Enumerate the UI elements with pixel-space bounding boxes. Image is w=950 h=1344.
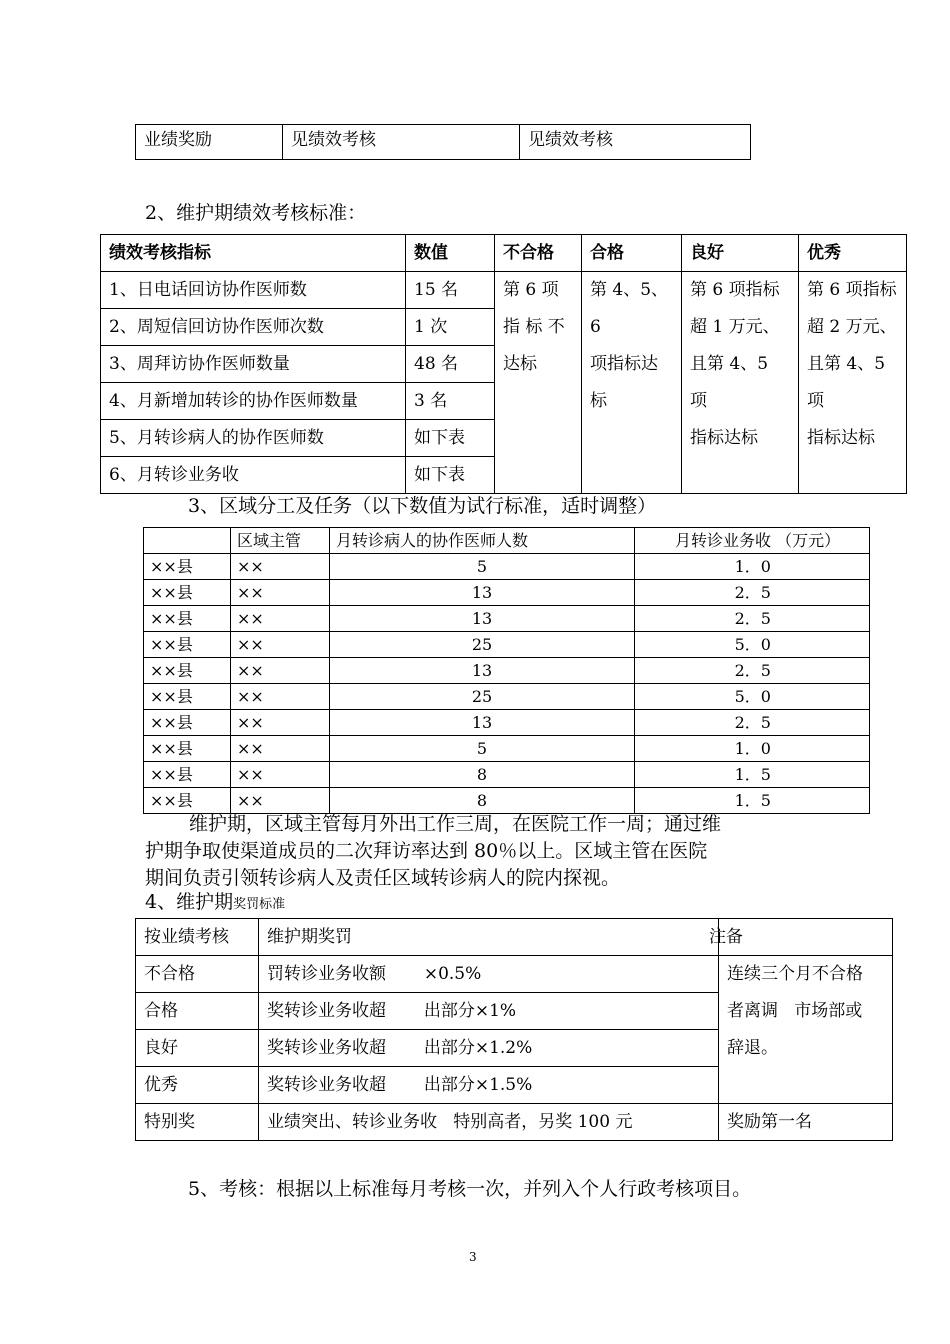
value-cell: 15 名 <box>406 272 495 309</box>
revenue-cell: 1．0 <box>635 554 870 580</box>
table-row <box>136 125 751 160</box>
manager-cell: ×× <box>231 710 330 736</box>
table-row <box>144 554 870 580</box>
grade-cell: 良好 <box>136 1030 259 1067</box>
header-cell: 月转诊业务收 （万元） <box>635 528 870 554</box>
grade-cell: 合格 <box>136 993 259 1030</box>
grade-cell: 不合格 <box>136 956 259 993</box>
page-number: 3 <box>469 1250 477 1264</box>
criteria-line: 指标达标 <box>807 428 875 448</box>
revenue-cell: 2．5 <box>635 710 870 736</box>
note-cell: 奖励第一名 <box>719 1104 893 1141</box>
table-row <box>144 684 870 710</box>
manager-cell: ×× <box>231 658 330 684</box>
manager-cell: ×× <box>231 788 330 814</box>
table-row <box>144 710 870 736</box>
criteria-line: 指 标 不 <box>503 317 565 337</box>
value-cell: 如下表 <box>406 457 495 494</box>
section-5-text: 5、考核：根据以上标准每月考核一次，并列入个人行政考核项目。 <box>188 1178 752 1200</box>
indicator-cell: 3、周拜访协作医师数量 <box>101 346 406 383</box>
criteria-line: 指标达标 <box>690 428 758 448</box>
section-4-heading-main: 4、维护期 <box>145 891 234 913</box>
manager-cell: ×× <box>231 762 330 788</box>
reward-cell: 罚转诊业务收额 ×0.5% <box>259 956 719 993</box>
note-cell <box>719 956 893 1104</box>
value-cell: 如下表 <box>406 420 495 457</box>
manager-cell: ×× <box>231 632 330 658</box>
indicator-cell: 5、月转诊病人的协作医师数 <box>101 420 406 457</box>
doctor-count-cell: 13 <box>330 580 635 606</box>
maintenance-paragraph <box>145 811 825 892</box>
table-row <box>101 272 907 309</box>
table-header-row <box>101 235 907 272</box>
manager-cell: ×× <box>231 684 330 710</box>
header-cell: 优秀 <box>799 235 907 272</box>
revenue-cell: 1．5 <box>635 762 870 788</box>
header-cell: 不合格 <box>495 235 582 272</box>
table-cell: 业绩奖励 <box>136 125 283 160</box>
doctor-count-cell: 8 <box>330 762 635 788</box>
table-header-row <box>136 919 893 956</box>
criteria-line: 超 1 万元、 <box>690 317 780 337</box>
doctor-count-cell: 5 <box>330 554 635 580</box>
good-criteria-cell <box>682 272 799 494</box>
doctor-count-cell: 13 <box>330 710 635 736</box>
revenue-cell: 1．5 <box>635 788 870 814</box>
indicator-cell: 6、月转诊业务收 <box>101 457 406 494</box>
header-cell: 良好 <box>682 235 799 272</box>
table-row <box>136 1104 893 1141</box>
value-cell: 3 名 <box>406 383 495 420</box>
table-row <box>144 580 870 606</box>
header-cell: 数值 <box>406 235 495 272</box>
criteria-line: 第 6 项 <box>503 280 559 300</box>
county-cell: ××县 <box>144 658 231 684</box>
header-cell: 绩效考核指标 <box>101 235 406 272</box>
note-line: 辞退。 <box>727 1038 778 1058</box>
county-cell: ××县 <box>144 632 231 658</box>
header-cell: 合格 <box>582 235 682 272</box>
reward-cell: 奖转诊业务收超 出部分×1% <box>259 993 719 1030</box>
reward-penalty-table <box>135 918 893 1141</box>
paragraph-line: 期间负责引领转诊病人及责任区域转诊病人的院内探视。 <box>145 867 621 889</box>
header-cell <box>144 528 231 554</box>
header-cell <box>709 919 893 956</box>
section-4-heading <box>145 887 285 914</box>
reward-table <box>135 124 751 160</box>
manager-cell: ×× <box>231 606 330 632</box>
note-line: 者离调 市场部或 <box>727 1001 863 1021</box>
doctor-count-cell: 8 <box>330 788 635 814</box>
doctor-count-cell: 13 <box>330 606 635 632</box>
section-4-heading-small: 奖罚标准 <box>233 897 286 912</box>
header-cell: 维护期奖罚 <box>259 919 719 956</box>
fail-criteria-cell <box>495 272 582 494</box>
indicator-cell: 4、月新增加转诊的协作医师数量 <box>101 383 406 420</box>
criteria-line: 第 6 项指标 <box>690 280 780 300</box>
value-cell: 48 名 <box>406 346 495 383</box>
table-row <box>144 788 870 814</box>
section-2-heading: 2、维护期绩效考核标准： <box>145 202 367 224</box>
doctor-count-cell: 5 <box>330 736 635 762</box>
paragraph-line: 维护期，区域主管每月外出工作三周，在医院工作一周；通过维 <box>189 813 722 835</box>
region-task-table <box>143 527 870 814</box>
indicator-cell: 2、周短信回访协作医师次数 <box>101 309 406 346</box>
county-cell: ××县 <box>144 762 231 788</box>
doctor-count-cell: 25 <box>330 684 635 710</box>
excellent-criteria-cell <box>799 272 907 494</box>
table-row <box>144 632 870 658</box>
table-cell: 见绩效考核 <box>520 125 751 160</box>
header-cell: 按业绩考核 <box>136 919 259 956</box>
header-cell: 区域主管 <box>231 528 330 554</box>
grade-cell: 特别奖 <box>136 1104 259 1141</box>
revenue-cell: 1．0 <box>635 736 870 762</box>
criteria-line: 且第 4、5 项 <box>690 354 769 411</box>
table-row <box>144 606 870 632</box>
reward-cell: 业绩突出、转诊业务收 特别高者，另奖 100 元 <box>259 1104 719 1141</box>
revenue-cell: 2．5 <box>635 658 870 684</box>
table-row <box>144 736 870 762</box>
county-cell: ××县 <box>144 554 231 580</box>
table-header-row <box>144 528 870 554</box>
table-row <box>144 762 870 788</box>
reward-cell: 奖转诊业务收超 出部分×1.2% <box>259 1030 719 1067</box>
pass-criteria-cell <box>582 272 682 494</box>
manager-cell: ×× <box>231 554 330 580</box>
reward-cell: 奖转诊业务收超 出部分×1.5% <box>259 1067 719 1104</box>
paragraph-line: 护期争取使渠道成员的二次拜访率达到 80％以上。区域主管在医院 <box>145 840 708 862</box>
header-note-label: 注备 <box>709 927 743 947</box>
criteria-line: 达标 <box>503 354 537 374</box>
value-cell: 1 次 <box>406 309 495 346</box>
revenue-cell: 2．5 <box>635 580 870 606</box>
table-row <box>144 658 870 684</box>
revenue-cell: 2．5 <box>635 606 870 632</box>
criteria-line: 项指标达 <box>590 354 658 374</box>
county-cell: ××县 <box>144 788 231 814</box>
revenue-cell: 5．0 <box>635 632 870 658</box>
county-cell: ××县 <box>144 606 231 632</box>
revenue-cell: 5．0 <box>635 684 870 710</box>
criteria-line: 超 2 万元、 <box>807 317 897 337</box>
performance-standard-table <box>100 234 907 494</box>
county-cell: ××县 <box>144 736 231 762</box>
indicator-cell: 1、日电话回访协作医师数 <box>101 272 406 309</box>
criteria-line: 标 <box>590 391 607 411</box>
criteria-line: 且第 4、5 项 <box>807 354 886 411</box>
doctor-count-cell: 13 <box>330 658 635 684</box>
doctor-count-cell: 25 <box>330 632 635 658</box>
header-cell: 月转诊病人的协作医师人数 <box>330 528 635 554</box>
section-3-heading: 3、区域分工及任务（以下数值为试行标准，适时调整） <box>188 495 657 517</box>
table-cell: 见绩效考核 <box>283 125 520 160</box>
criteria-line: 第 6 项指标 <box>807 280 897 300</box>
manager-cell: ×× <box>231 580 330 606</box>
table-row <box>136 956 893 993</box>
manager-cell: ×× <box>231 736 330 762</box>
county-cell: ××县 <box>144 710 231 736</box>
criteria-line: 第 4、5、6 <box>590 280 669 337</box>
grade-cell: 优秀 <box>136 1067 259 1104</box>
note-line: 连续三个月不合格 <box>727 964 863 984</box>
county-cell: ××县 <box>144 580 231 606</box>
county-cell: ××县 <box>144 684 231 710</box>
